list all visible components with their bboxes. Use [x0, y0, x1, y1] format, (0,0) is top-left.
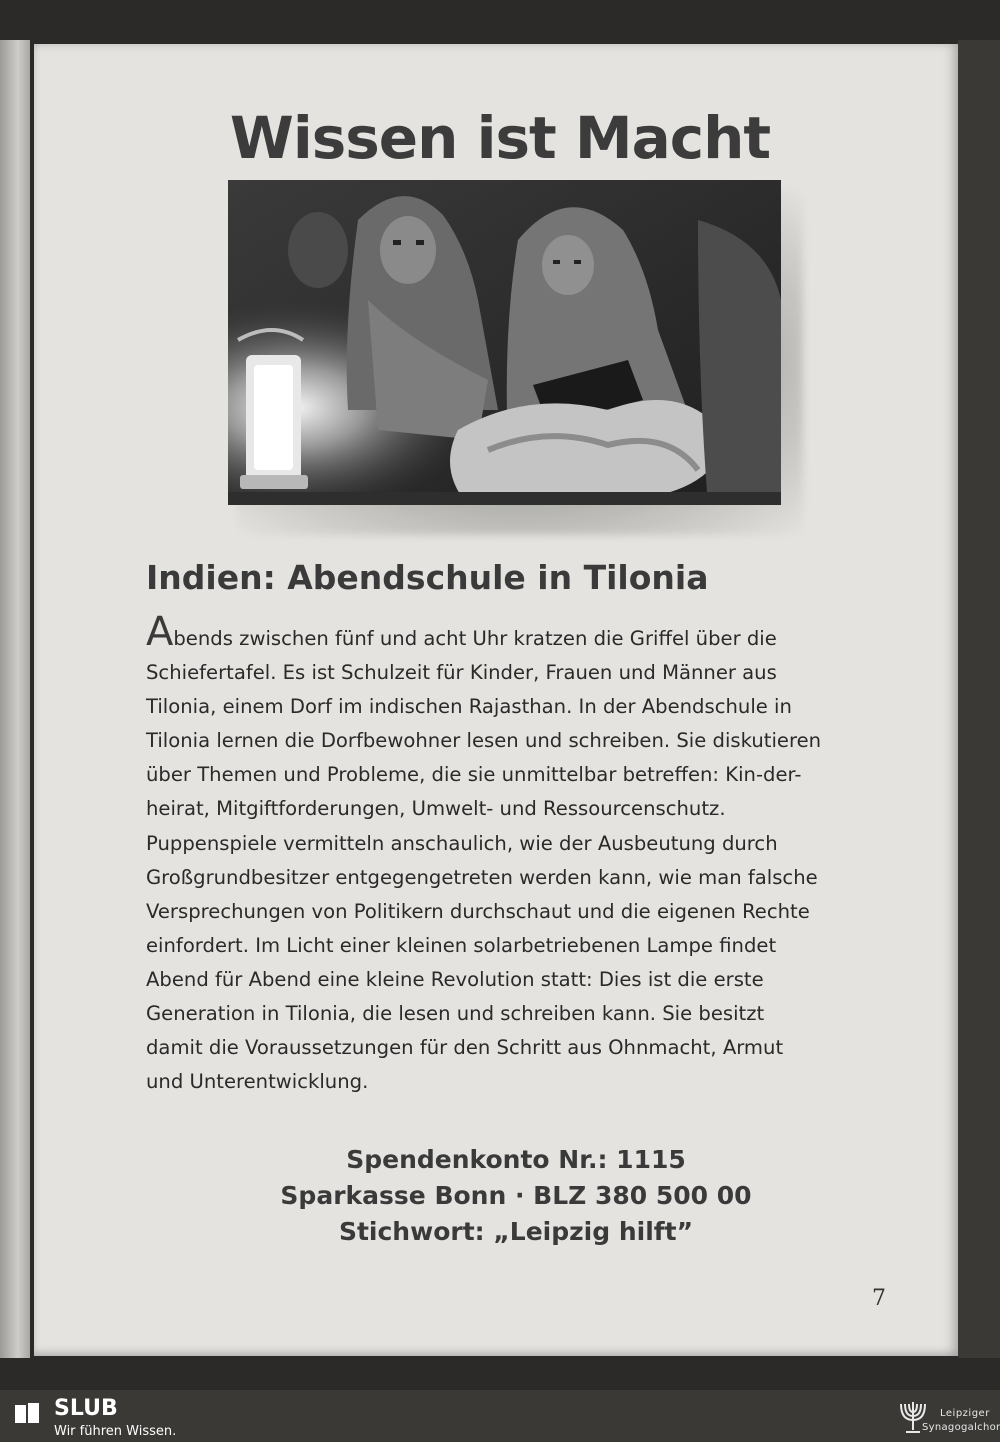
donation-bank: Sparkasse Bonn · BLZ 380 500 00	[280, 1181, 752, 1210]
body-line: heirat, Mitgiftforderungen, Umwelt- und Ressourcenschutz.	[146, 797, 726, 821]
body-line: Versprechungen von Politikern durchschaut und die eigenen Rechte	[146, 899, 810, 923]
article-body	[146, 609, 891, 1099]
donation-keyword: Stichwort: „Leipzig hilft”	[338, 1217, 694, 1246]
body-line: über Themen und Probleme, die sie unmittelbar betreffen: Kin-der-	[146, 763, 802, 787]
body-line: damit die Voraussetzungen für den Schritt aus Ohnmacht, Armut	[146, 1036, 784, 1060]
body-line: Tilonia lernen die Dorfbewohner lesen und schreiben. Sie diskutieren	[146, 729, 822, 753]
drop-cap: A	[146, 609, 174, 655]
body-line: Tilonia, einem Dorf im indischen Rajasthan. In der Abendschule in	[146, 695, 792, 719]
body-line: Generation in Tilonia, die lesen und schreiben kann. Sie besitzt	[146, 1002, 765, 1026]
page-number: 7	[872, 1286, 886, 1311]
choir-name-line1: Leipziger	[940, 1408, 990, 1419]
donation-info	[0, 1142, 1000, 1250]
article-heading: Indien: Abendschule in Tilonia	[146, 558, 709, 597]
book-icon	[14, 1402, 40, 1426]
body-line: Schiefertafel. Es ist Schulzeit für Kinder, Frauen und Männer aus	[146, 661, 777, 685]
body-line	[146, 609, 891, 656]
slub-tagline: Wir führen Wissen.	[54, 1424, 177, 1439]
body-line: einfordert. Im Licht einer kleinen solarbetriebenen Lampe findet	[146, 933, 777, 957]
page-title: Wissen ist Macht	[229, 104, 771, 172]
donation-account: Spendenkonto Nr.: 1115	[346, 1145, 686, 1174]
body-line: Abend für Abend eine kleine Revolution statt: Dies ist die erste	[146, 967, 764, 991]
slub-logo-name[interactable]: SLUB	[54, 1396, 118, 1421]
choir-name-line2: Synagogalchor	[922, 1422, 1000, 1433]
body-line: und Unterentwicklung.	[146, 1070, 369, 1094]
photo-of-evening-school-with-lantern-icon	[228, 180, 781, 505]
body-line: Puppenspiele vermitteln anschaulich, wie der Ausbeutung durch	[146, 831, 778, 855]
body-line: Großgrundbesitzer entgegengetreten werden kann, wie man falsche	[146, 865, 818, 889]
evening-school-photo	[228, 180, 781, 505]
body-line-text: bends zwischen fünf und acht Uhr kratzen die Griffel über die	[173, 627, 777, 650]
